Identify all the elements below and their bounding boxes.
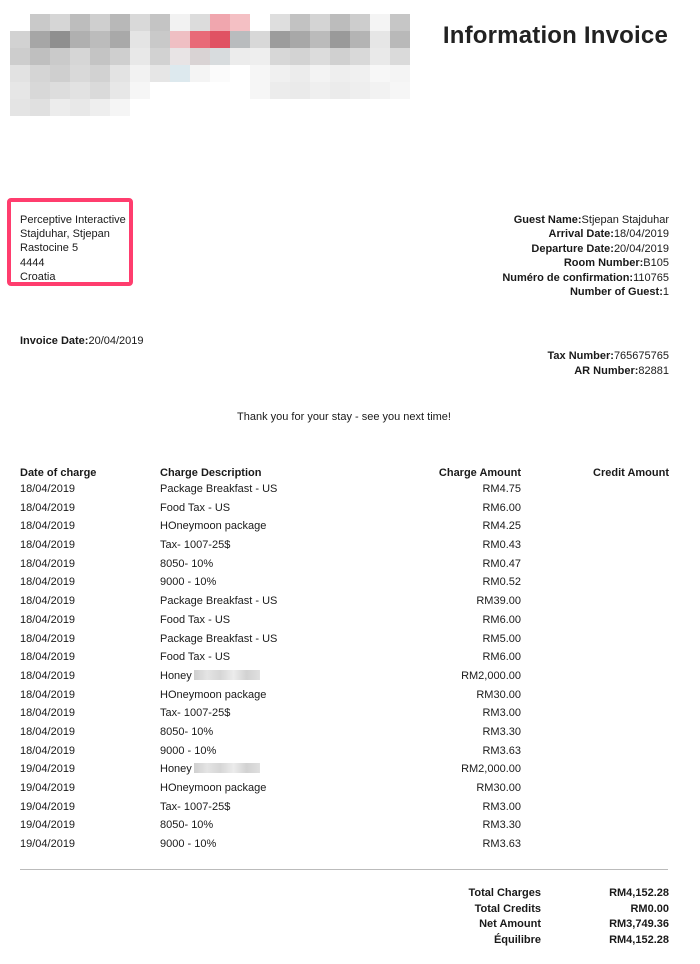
logo-pixel: [310, 99, 330, 116]
logo-pixel: [350, 99, 370, 116]
logo-pixel: [30, 65, 50, 82]
logo-pixel: [30, 14, 50, 31]
logo-pixel: [390, 65, 410, 82]
charge-description: Package Breakfast - US: [160, 632, 278, 645]
logo-pixel: [230, 31, 250, 48]
logo-pixel: [50, 82, 70, 99]
redacted-text: [194, 763, 260, 773]
charge-description: 8050- 10%: [160, 557, 214, 570]
logo-pixel: [130, 65, 150, 82]
logo-pixel: [290, 48, 310, 65]
logo-pixel: [310, 31, 330, 48]
table-row: [0, 781, 700, 800]
charge-amount: RM30.00: [476, 782, 521, 794]
logo-pixel: [250, 48, 270, 65]
charge-date: 18/04/2019: [20, 688, 76, 701]
balance: Équilibre RM4,152.28: [493, 933, 669, 946]
logo-pixel: [70, 14, 90, 31]
logo-pixel: [10, 99, 30, 116]
logo-pixel: [370, 65, 390, 82]
logo-pixel: [130, 48, 150, 65]
logo-pixel: [90, 65, 110, 82]
logo-pixel: [350, 48, 370, 65]
table-row: [0, 669, 700, 688]
charge-description: HOneymoon package: [160, 520, 267, 533]
room-number: Room Number:B105: [563, 257, 669, 270]
arrival-date: Arrival Date:18/04/2019: [548, 228, 669, 241]
guest-name: Guest Name:Stjepan Stajduhar: [513, 214, 669, 226]
logo-pixel: [190, 48, 210, 65]
logo-pixel: [90, 99, 110, 116]
charge-amount: RM4.25: [482, 520, 521, 533]
charge-description: Tax- 1007-25$: [160, 539, 231, 552]
charge-date: 18/04/2019: [20, 483, 76, 495]
billing-address-highlight: [7, 198, 133, 286]
table-row: [0, 519, 700, 538]
logo-pixel: [130, 99, 150, 116]
logo-pixel: [390, 48, 410, 65]
logo-pixel: [310, 14, 330, 31]
logo-pixel: [150, 48, 170, 65]
logo-pixel: [90, 14, 110, 31]
charge-description: Tax- 1007-25$: [160, 800, 231, 813]
logo-pixel: [170, 14, 190, 31]
logo-pixel: [10, 48, 30, 65]
logo-pixel: [310, 65, 330, 82]
table-row: [0, 557, 700, 576]
charge-amount: RM39.00: [476, 595, 521, 608]
confirmation-number: Numéro de confirmation:110765: [502, 271, 669, 284]
logo-pixel: [330, 14, 350, 31]
charge-date: 18/04/2019: [20, 632, 76, 645]
logo-pixel: [290, 82, 310, 99]
charge-description: HOneymoon package: [160, 688, 267, 701]
charge-description: Honey: [160, 669, 260, 683]
charge-description: Food Tax - US: [160, 613, 231, 626]
table-row: [0, 800, 700, 819]
charge-date: 18/04/2019: [20, 651, 76, 664]
logo-pixel: [110, 65, 130, 82]
charge-date: 18/04/2019: [20, 595, 76, 608]
logo-pixel: [70, 31, 90, 48]
logo-pixel: [130, 31, 150, 48]
charge-date: 18/04/2019: [20, 539, 76, 552]
charge-amount: RM0.52: [482, 576, 521, 589]
table-row: [0, 594, 700, 613]
logo-pixel: [250, 14, 270, 31]
logo-pixel: [210, 82, 230, 99]
charge-date: 19/04/2019: [20, 763, 76, 776]
logo-pixel: [350, 82, 370, 99]
table-row: [0, 650, 700, 669]
charge-amount: RM0.43: [482, 539, 521, 552]
logo-pixel: [90, 82, 110, 99]
logo-pixel: [250, 82, 270, 99]
table-row: [0, 744, 700, 763]
charge-description: 8050- 10%: [160, 725, 214, 738]
logo-pixel: [90, 31, 110, 48]
logo-pixel: [290, 14, 310, 31]
logo-pixel: [30, 82, 50, 99]
logo-pixel: [370, 31, 390, 48]
totals-divider: [20, 869, 668, 870]
logo-pixel: [270, 14, 290, 31]
address-line: 4444: [20, 256, 45, 269]
logo-pixel: [270, 99, 290, 116]
charge-date: 18/04/2019: [20, 744, 76, 757]
charge-description: Food Tax - US: [160, 651, 231, 664]
logo-pixel: [170, 48, 190, 65]
charge-date: 18/04/2019: [20, 557, 76, 570]
charge-date: 18/04/2019: [20, 613, 76, 626]
total-charges: Total Charges RM4,152.28: [468, 887, 669, 899]
logo-pixel: [270, 31, 290, 48]
charge-amount: RM3.00: [482, 800, 521, 813]
logo-pixel: [50, 99, 70, 116]
charge-amount: RM0.47: [482, 557, 521, 570]
charge-amount: RM2,000.00: [461, 763, 521, 776]
logo-pixel: [330, 31, 350, 48]
logo-pixel: [370, 48, 390, 65]
logo-pixel: [150, 31, 170, 48]
logo-pixel: [250, 65, 270, 82]
logo-pixel: [370, 99, 390, 116]
logo-pixel: [190, 65, 210, 82]
logo-pixel: [150, 65, 170, 82]
charge-date: 19/04/2019: [20, 800, 76, 813]
logo-pixel: [170, 99, 190, 116]
table-row: [0, 688, 700, 707]
charge-description: Package Breakfast - US: [160, 483, 278, 495]
logo-pixel: [70, 65, 90, 82]
logo-pixel: [210, 31, 230, 48]
address-line: Rastocine 5: [20, 242, 79, 255]
net-amount: Net Amount RM3,749.36: [479, 918, 669, 930]
charge-description: 8050- 10%: [160, 819, 214, 832]
logo-pixel: [190, 31, 210, 48]
logo-pixel: [230, 48, 250, 65]
logo-pixel: [390, 82, 410, 99]
address-line: Croatia: [20, 270, 56, 283]
charge-description: HOneymoon package: [160, 782, 267, 794]
charge-date: 18/04/2019: [20, 725, 76, 738]
guest-details: [502, 213, 669, 299]
logo-pixel: [290, 31, 310, 48]
charge-amount: RM3.63: [482, 838, 521, 851]
logo-pixel: [150, 14, 170, 31]
logo-pixel: [370, 82, 390, 99]
logo-pixel: [370, 14, 390, 31]
logo-pixel: [10, 82, 30, 99]
logo-pixel: [330, 48, 350, 65]
column-header-credit-amount: Credit Amount: [593, 467, 669, 479]
charge-amount: RM3.30: [482, 819, 521, 832]
logo-pixel: [350, 14, 370, 31]
logo-pixel: [70, 48, 90, 65]
address-line: Perceptive Interactive: [20, 214, 126, 226]
page-title: Information Invoice: [442, 22, 668, 49]
charge-amount: RM3.63: [482, 744, 521, 757]
charge-amount: RM3.00: [482, 707, 521, 720]
totals-section: [401, 886, 669, 948]
logo-pixel: [350, 31, 370, 48]
logo-pixel: [390, 14, 410, 31]
logo-pixel: [190, 99, 210, 116]
logo-pixel: [250, 99, 270, 116]
charge-amount: RM3.30: [482, 725, 521, 738]
logo-pixel: [30, 99, 50, 116]
logo-pixel: [70, 82, 90, 99]
charge-date: 18/04/2019: [20, 520, 76, 533]
thank-you-message: Thank you for your stay - see you next time!: [237, 411, 451, 423]
logo-pixel: [270, 65, 290, 82]
table-row: [0, 501, 700, 520]
logo-pixel: [270, 82, 290, 99]
charge-description: Food Tax - US: [160, 501, 231, 514]
charge-amount: RM30.00: [476, 688, 521, 701]
logo-pixel: [210, 99, 230, 116]
logo-pixel: [10, 65, 30, 82]
logo-pixel: [110, 48, 130, 65]
logo-pixel: [110, 82, 130, 99]
logo-pixel: [270, 48, 290, 65]
tax-number: Tax Number:765675765: [547, 350, 669, 362]
logo-pixel: [170, 82, 190, 99]
charge-date: 18/04/2019: [20, 501, 76, 514]
table-row: [0, 818, 700, 837]
charge-date: 18/04/2019: [20, 707, 76, 720]
table-row: [0, 613, 700, 632]
logo-pixel: [190, 82, 210, 99]
address-line: Stajduhar, Stjepan: [20, 228, 110, 241]
logo-pixel: [70, 99, 90, 116]
invoice-date: Invoice Date:20/04/2019: [20, 335, 144, 347]
logo-pixel: [130, 14, 150, 31]
charge-description: 9000 - 10%: [160, 744, 217, 757]
tax-details: [548, 349, 669, 379]
table-row: [0, 632, 700, 651]
logo-pixel: [150, 99, 170, 116]
table-row: [0, 725, 700, 744]
charge-amount: RM6.00: [482, 501, 521, 514]
charges-table: [0, 482, 700, 856]
departure-date: Departure Date:20/04/2019: [531, 242, 669, 255]
logo-pixel: [310, 82, 330, 99]
logo-pixel: [310, 48, 330, 65]
logo-pixel: [30, 31, 50, 48]
logo-pixel: [190, 14, 210, 31]
ar-number: AR Number:82881: [574, 365, 669, 377]
logo-pixel: [50, 65, 70, 82]
charge-description: Honey: [160, 762, 260, 776]
column-header-description: Charge Description: [160, 467, 262, 479]
logo-pixel: [230, 82, 250, 99]
logo-pixel: [230, 14, 250, 31]
logo-pixel: [230, 99, 250, 116]
logo-pixel: [350, 65, 370, 82]
charge-amount: RM5.00: [482, 632, 521, 645]
logo-pixel: [210, 65, 230, 82]
charge-description: Tax- 1007-25$: [160, 707, 231, 720]
charge-amount: RM6.00: [482, 651, 521, 664]
logo-pixel: [110, 31, 130, 48]
charge-description: Package Breakfast - US: [160, 595, 278, 608]
logo-pixel: [170, 65, 190, 82]
logo-pixel: [390, 99, 410, 116]
logo-pixel: [390, 31, 410, 48]
table-row: [0, 706, 700, 725]
logo-pixel: [130, 82, 150, 99]
redacted-text: [194, 670, 260, 680]
logo-pixel: [50, 48, 70, 65]
logo-pixel: [290, 65, 310, 82]
logo-pixel: [330, 99, 350, 116]
total-credits: Total Credits RM0.00: [474, 902, 669, 915]
logo-pixel: [110, 14, 130, 31]
logo-pixel: [170, 31, 190, 48]
table-row: [0, 575, 700, 594]
logo-pixel: [210, 14, 230, 31]
table-row: [0, 482, 700, 501]
logo-pixel: [290, 99, 310, 116]
logo-pixel: [50, 14, 70, 31]
charge-amount: RM2,000.00: [461, 669, 521, 682]
table-row: [0, 538, 700, 557]
logo-pixel: [90, 48, 110, 65]
charge-description: 9000 - 10%: [160, 838, 217, 851]
logo-pixel: [250, 31, 270, 48]
table-row: [0, 762, 700, 781]
charge-date: 18/04/2019: [20, 576, 76, 589]
logo-pixel: [230, 65, 250, 82]
logo-pixel: [50, 31, 70, 48]
charge-amount: RM6.00: [482, 613, 521, 626]
column-header-charge-amount: Charge Amount: [438, 467, 521, 479]
number-of-guests: Number of Guest:1: [569, 286, 669, 299]
logo-pixel: [10, 14, 30, 31]
logo-pixel: [330, 65, 350, 82]
logo-pixel: [10, 31, 30, 48]
logo-pixel: [150, 82, 170, 99]
logo-pixel: [210, 48, 230, 65]
logo-pixel: [110, 99, 130, 116]
charge-amount: RM4.75: [482, 483, 521, 495]
table-row: [0, 837, 700, 856]
charge-date: 19/04/2019: [20, 838, 76, 851]
charge-date: 19/04/2019: [20, 782, 76, 794]
logo-pixel: [330, 82, 350, 99]
column-header-date: Date of charge: [20, 467, 97, 479]
charge-date: 19/04/2019: [20, 819, 76, 832]
charge-description: 9000 - 10%: [160, 576, 217, 589]
charge-date: 18/04/2019: [20, 669, 76, 682]
company-logo-redacted: [10, 14, 410, 118]
logo-pixel: [30, 48, 50, 65]
